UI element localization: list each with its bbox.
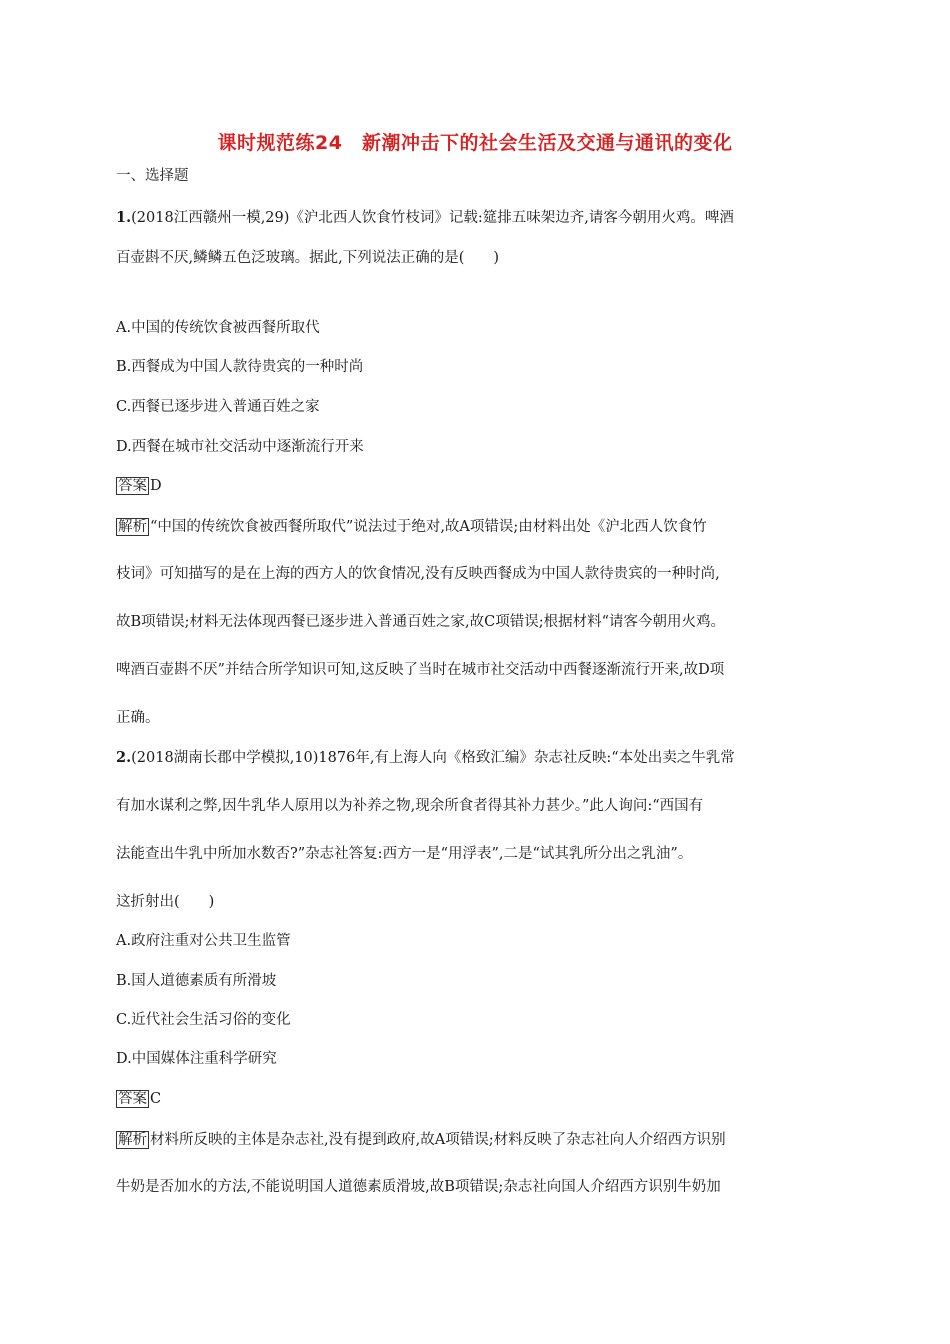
option-b: B.西餐成为中国人款待贵宾的一种时尚 xyxy=(116,359,364,375)
analysis-tag: 解析 xyxy=(118,1132,147,1148)
answer-tag: 答案 xyxy=(118,478,147,494)
analysis-line: 啤酒百壶斟不厌”并结合所学知识可知,这反映了当时在城市社交活动中西餐逐渐流行开来,故D项 xyxy=(116,662,725,678)
question-1-stem-line: 百壶斟不厌,鳞鳞五色泛玻璃。据此,下列说法正确的是( ) xyxy=(116,250,500,266)
analysis-line: 解析 材料所反映的主体是杂志社,没有提到政府,故A项错误;材料反映了杂志社向人介绍西方识别 xyxy=(118,1132,726,1148)
question-1-stem-line: 1.(2018江西赣州一模,29)《沪北西人饮食竹枝词》记载:筵排五味架边齐,请客今朝用火鸡。啤酒 xyxy=(116,209,734,226)
analysis-line: 牛奶是否加水的方法,不能说明国人道德素质滑坡,故B项错误;杂志社向国人介绍西方识别牛奶加 xyxy=(116,1179,721,1195)
analysis-line: 解析 “中国的传统饮食被西餐所取代”说法过于绝对,故A项错误;由材料出处《沪北西人饮食竹 xyxy=(118,519,707,535)
answer-row xyxy=(116,1087,836,1108)
option-a: A.政府注重对公共卫生监管 xyxy=(116,933,291,949)
question-2-stem-line: 这折射出( ) xyxy=(116,894,215,910)
question-2-stem-line: 法能查出牛乳中所加水数否?”杂志社答复:西方一是“用浮表”,二是“试其乳所分出之乳油”。 xyxy=(116,846,693,862)
answer-value: D xyxy=(150,478,162,494)
option-a: A.中国的传统饮食被西餐所取代 xyxy=(116,320,320,336)
option-d: D.中国媒体注重科学研究 xyxy=(116,1051,277,1067)
option-d: D.西餐在城市社交活动中逐渐流行开来 xyxy=(116,439,364,455)
answer-tag: 答案 xyxy=(118,1091,147,1107)
question-2-stem-line: 2.(2018湖南长郡中学模拟,10)1876年,有上海人向《格致汇编》杂志社反映:“本处出卖之牛乳常 xyxy=(116,749,735,766)
analysis-tag: 解析 xyxy=(118,519,147,535)
option-c: C.近代社会生活习俗的变化 xyxy=(116,1012,291,1028)
option-b: B.国人道德素质有所滑坡 xyxy=(116,973,277,989)
option-c: C.西餐已逐步进入普通百姓之家 xyxy=(116,399,320,415)
question-number: 2. xyxy=(116,749,132,766)
analysis-line: 枝词》可知描写的是在上海的西方人的饮食情况,没有反映西餐成为中国人款待贵宾的一种时尚, xyxy=(116,566,720,582)
answer-value: C xyxy=(150,1091,162,1107)
page-title: 课时规范练24 新潮冲击下的社会生活及交通与通讯的变化 xyxy=(217,132,733,154)
question-number: 1. xyxy=(116,209,132,226)
answer-row xyxy=(116,474,836,495)
analysis-line: 正确。 xyxy=(116,710,160,726)
question-2-stem-line: 有加水谋利之弊,因牛乳华人原用以为补养之物,现余所食者得其补力甚少。”此人询问:“西国有 xyxy=(116,798,704,814)
analysis-line: 故B项错误;材料无法体现西餐已逐步进入普通百姓之家,故C项错误;根据材料“请客今朝用火鸡。 xyxy=(116,614,726,630)
section-heading: 一、选择题 xyxy=(116,168,189,184)
